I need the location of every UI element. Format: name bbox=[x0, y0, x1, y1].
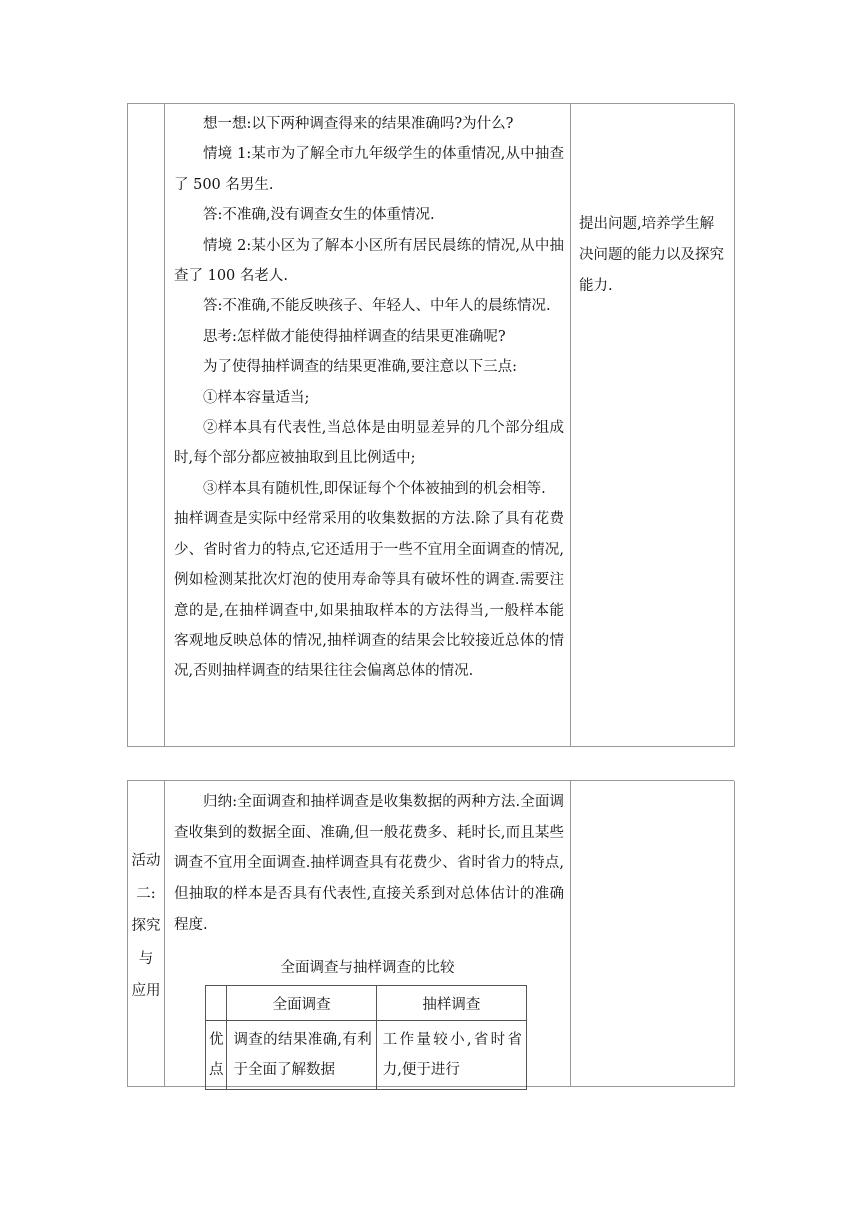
point-1: ①样本容量适当; bbox=[203, 389, 310, 406]
three-points-intro: 为了使得抽样调查的结果更准确,要注意以下三点: bbox=[203, 359, 517, 376]
scenario-1: 情境 1:某市为了解全市九年级学生的体重情况,从中抽查了 500 名男生. bbox=[174, 146, 564, 193]
summary-paragraph: 归纳:全面调查和抽样调查是收集数据的两种方法.全面调查收集到的数据全面、准确,但一般花费多、耗时长,而且某些调查不宜用全面调查.抽样调查具有花费少、省时省力的特点,但抽取的样本是否具有代表性,直接关系到对总体估计的准确程度. bbox=[174, 794, 564, 933]
content-cell bbox=[165, 781, 571, 1087]
activity-label-line: 与 bbox=[138, 950, 154, 967]
design-intent-text: 提出问题,培养学生解决问题的能力以及探究能力. bbox=[579, 216, 724, 294]
scenario-2: 情境 2:某小区为了解本小区所有居民晨练的情况,从中抽查了 100 名老人. bbox=[174, 237, 564, 285]
activity-label-line: 应用 bbox=[131, 983, 161, 999]
comparison-table bbox=[205, 985, 527, 1090]
comparison-header-sample: 抽样调查 bbox=[376, 986, 526, 1021]
point-3: ③样本具有随机性,即保证每个个体被抽到的机会相等. bbox=[203, 480, 546, 497]
activity-label-line: 探究 bbox=[131, 918, 161, 934]
comparison-header-empty bbox=[206, 986, 227, 1021]
reflection-question: 思考:怎样做才能使得抽样调查的结果更准确呢? bbox=[203, 328, 506, 345]
full-survey-advantage: 调查的结果准确,有利于全面了解数据 bbox=[227, 1021, 376, 1090]
activity-label-line: 二: bbox=[136, 885, 156, 902]
sample-survey-advantage: 工作量较小,省时省力,便于进行 bbox=[376, 1021, 526, 1090]
answer-2: 答:不准确,不能反映孩子、年轻人、中年人的晨练情况. bbox=[203, 298, 551, 315]
point-2: ②样本具有代表性,当总体是由明显差异的几个部分组成时,每个部分都应被抽取到且比例适中; bbox=[174, 420, 564, 467]
think-question: 想一想:以下两种调查得来的结果准确吗?为什么? bbox=[203, 116, 514, 132]
activity-label-line: 活动 bbox=[131, 853, 161, 869]
answer-1: 答:不准确,没有调查女生的体重情况. bbox=[203, 207, 435, 224]
sampling-explanation: 抽样调查是实际中经常采用的收集数据的方法.除了具有花费少、省时省力的特点,它还适用于一些不宜用全面调查的情况,例如检测某批次灯泡的使用寿命等具有破坏性的调查.需要注意的是,在抽样调查中,如果抽取样本的方法得当,一般样本能客观地反映总体的情况,抽样调查的结果会比较接近总体的情况,否则抽样调查的结果往往会偏离总体的情况. bbox=[174, 511, 564, 680]
activity-label-cell bbox=[128, 781, 165, 1087]
comparison-caption: 全面调查与抽样调查的比较 bbox=[280, 960, 455, 976]
comparison-header-full: 全面调查 bbox=[227, 986, 376, 1021]
design-intent-cell bbox=[571, 104, 735, 747]
activity-label-cell-empty bbox=[128, 104, 165, 747]
lesson-table-part1 bbox=[127, 103, 734, 747]
advantages-row-label: 优点 bbox=[206, 1021, 227, 1090]
activity-label bbox=[128, 845, 164, 1008]
content-cell bbox=[165, 104, 571, 747]
lesson-table-part2 bbox=[127, 780, 734, 1087]
design-intent-cell bbox=[571, 781, 735, 1087]
